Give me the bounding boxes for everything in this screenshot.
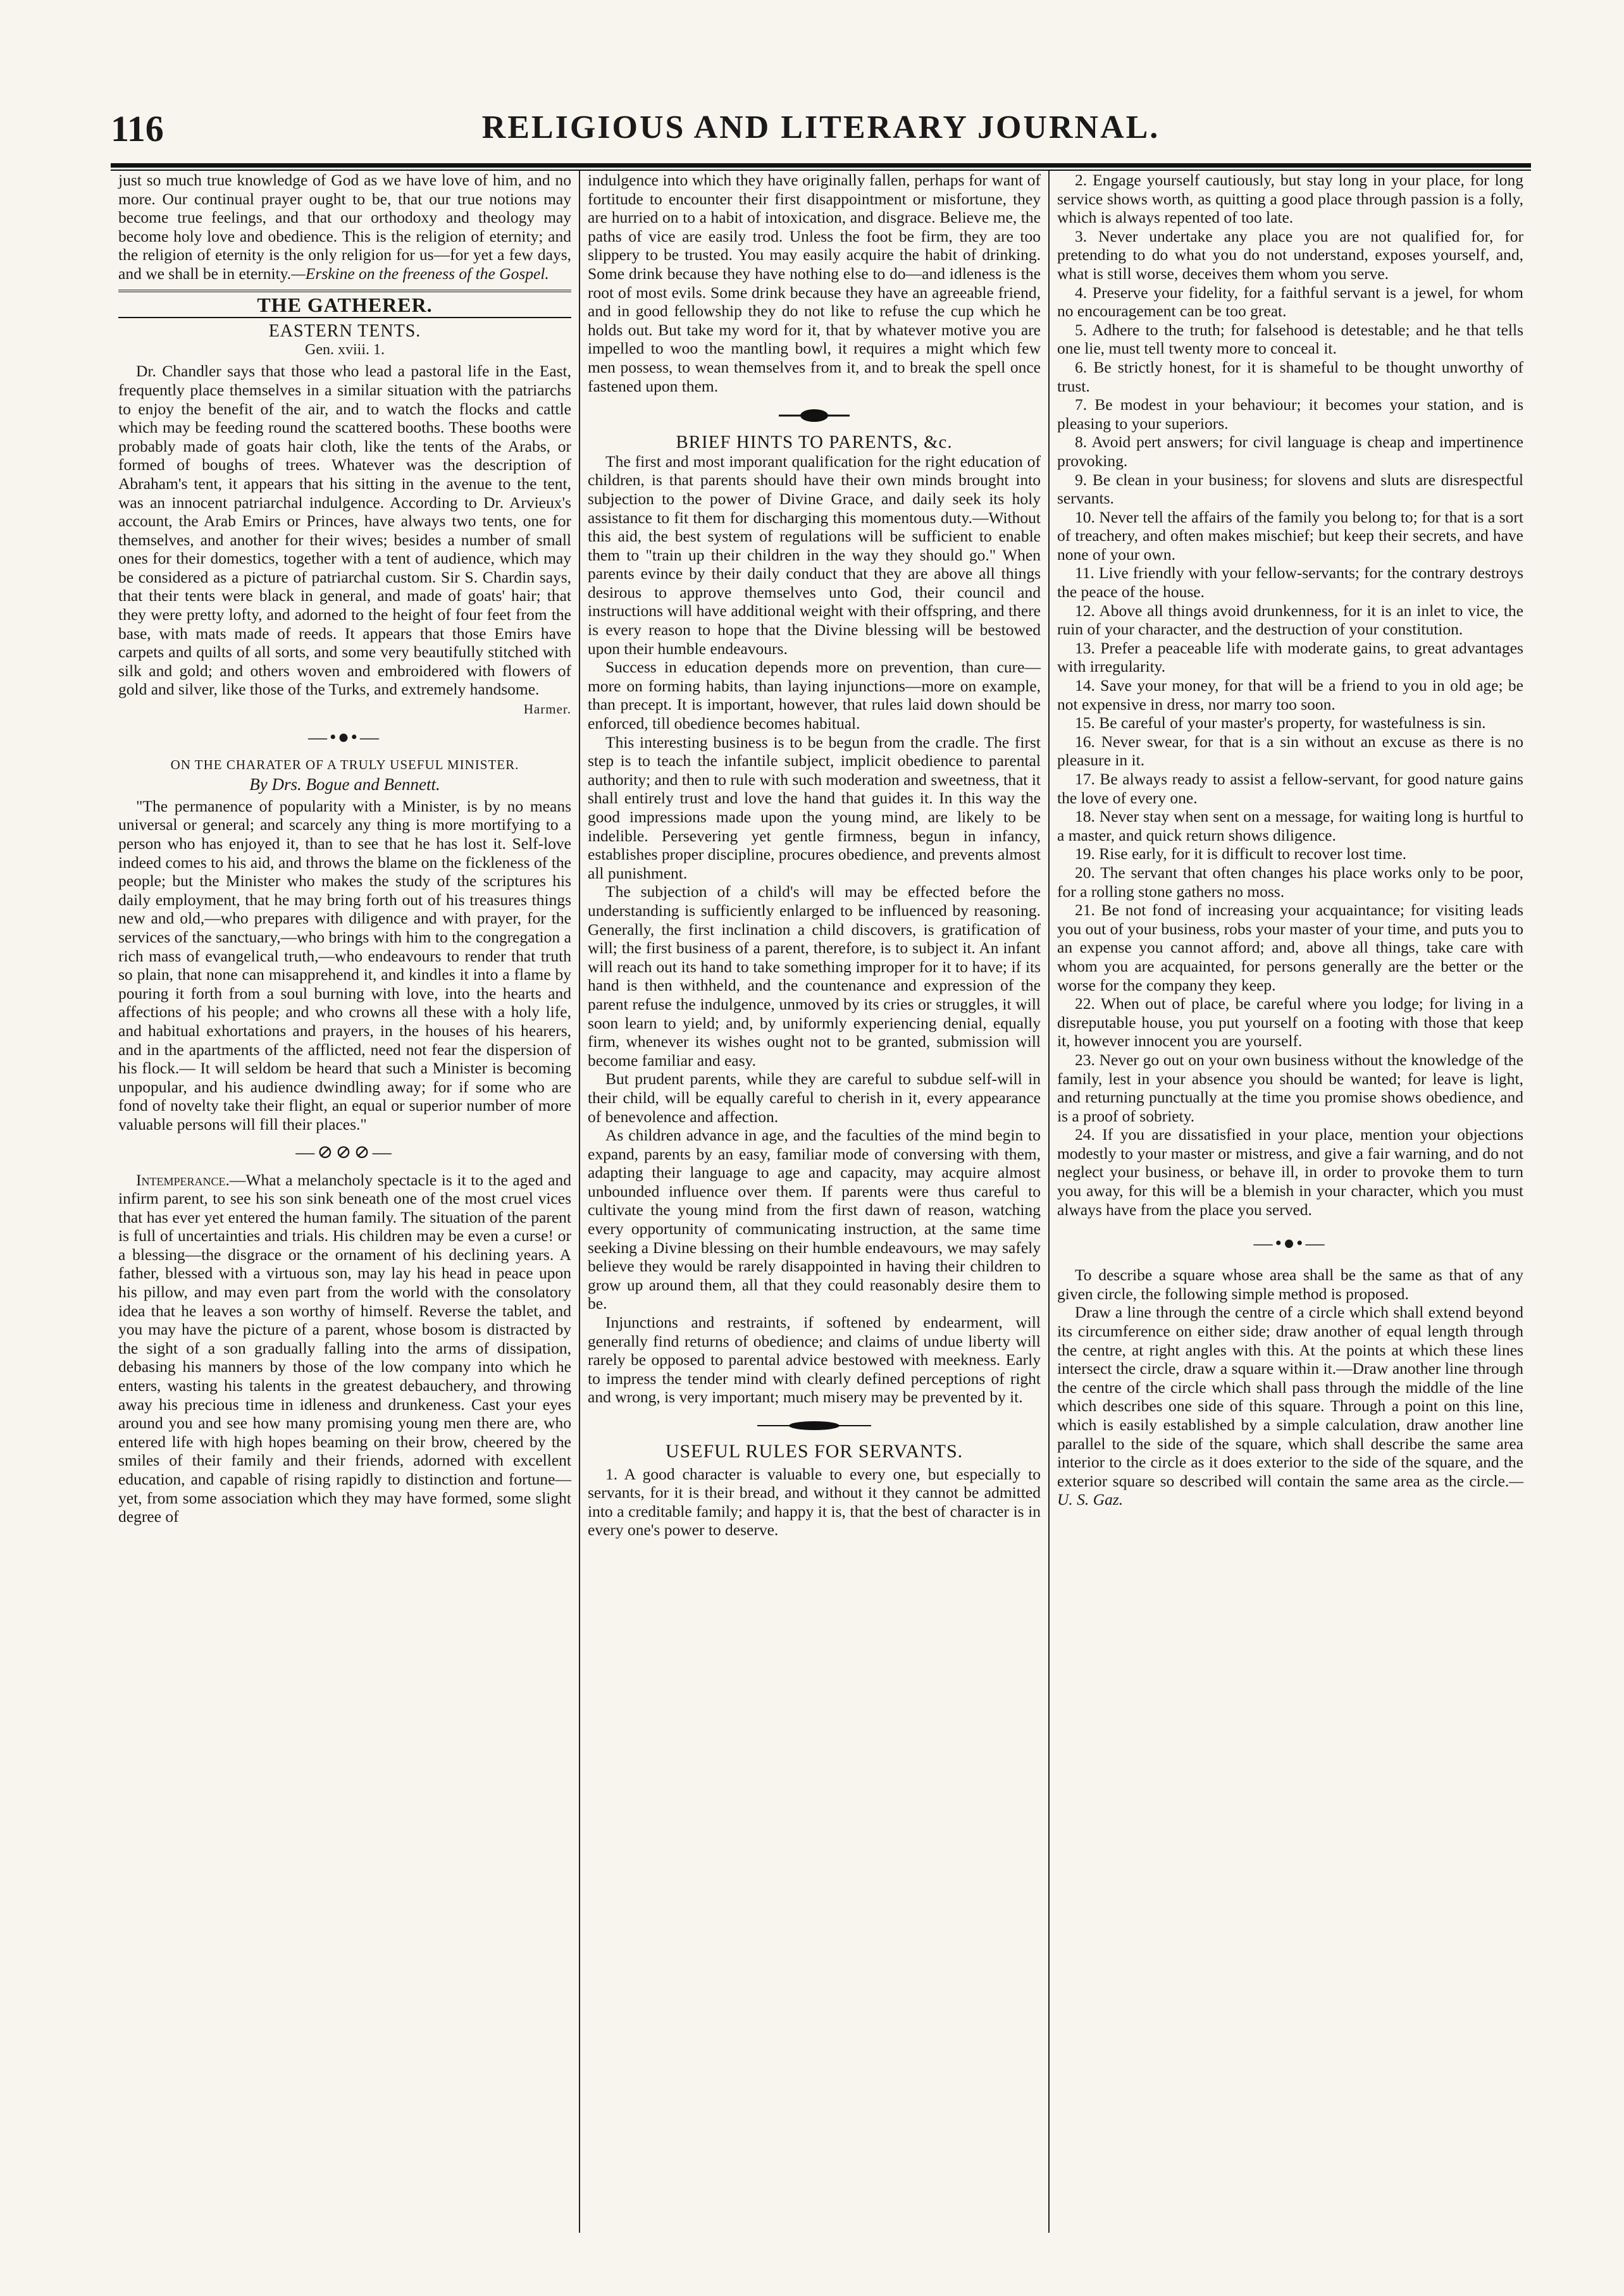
page-header xyxy=(111,108,1531,159)
ornament-divider: —•⦁•— xyxy=(307,726,381,748)
intemperance-lead: Intemperance. xyxy=(136,1170,230,1189)
intemperance-continued: indulgence into which they have originally fallen, perhaps for want of fortitude to encounter their first disappointment or misfortune, they are hurried on to a habit of intoxication, and disgrace. Believe me, the paths of vice are easily trod. Unless the foot be firm, they are too slippery to be trusted. You may easily acquire the habit of drinking. Some drink because they have nothing else to do—and idleness is the root of most evils. Some drink because they have an agreeable friend, and in good fellowship they do not like to refuse the cup which he holds out. But take my word for it, that by whatever motive you are impelled to woo the mantling bowl, it requires a might which few men possess, to wean themselves from it, and to break the spell once fastened upon them. xyxy=(588,171,1041,395)
columns xyxy=(111,171,1531,2233)
servants-rule-item: 14. Save your money, for that will be a friend to you in old age; be not expensive in dress, nor marry too soon. xyxy=(1057,676,1523,713)
article-title-hints-to-parents: BRIEF HINTS TO PARENTS, &c. xyxy=(676,432,953,453)
erskine-citation: —Erskine on the freeness of the Gospel. xyxy=(291,264,549,283)
servants-rule-item: 20. The servant that often changes his place works only to be poor, for a rolling stone gathers no moss. xyxy=(1057,863,1523,901)
servants-rule-item: 9. Be clean in your business; for slovens and sluts are disrespectful servants. xyxy=(1057,470,1523,508)
journal-title: RELIGIOUS AND LITERARY JOURNAL. xyxy=(481,109,1160,145)
article-title-eastern-tents: EASTERN TENTS. xyxy=(268,321,421,342)
square-paragraph-2: Draw a line through the centre of a circle which shall extend beyond its circumference on either side; draw another of equal length through the centre, at right angles with this. At the points at which these lines intersect the circle, draw a square within it.—Draw another line through the centre of the circle which shall pass through the middle of the line which describes one side of this square. Through a point on this line, which is easily established by a simple calculation, draw another line parallel to the side of the square, which shall describe the same area interior to the circle as it does exterior to the side of the square, and the exterior square so described will contain the same area as the circle.—U. S. Gaz. xyxy=(1057,1303,1523,1509)
page-number: 116 xyxy=(111,108,164,149)
scripture-reference: Gen. xviii. 1. xyxy=(305,341,385,358)
column-2 xyxy=(580,171,1048,2233)
servants-rule-item: 10. Never tell the affairs of the family you belong to; for that is a sort of treachery, and often makes mischief; but keep their secrets, and have none of your own. xyxy=(1057,507,1523,564)
article-title-minister: ON THE CHARATER OF A TRULY USEFUL MINISTER. xyxy=(170,756,519,772)
servants-rule-item: 21. Be not fond of increasing your acquaintance; for visiting leads you out of your business, robs your master of your time, and puts you to an expense you cannot afford; and, above all things, take care with whom you are acquainted, for persons generally are the better or the worse for the company they keep. xyxy=(1057,901,1523,994)
servants-rule-item: 17. Be always ready to assist a fellow-servant, for good nature gains the love of every one. xyxy=(1057,770,1523,807)
column-1 xyxy=(111,171,579,2233)
servants-rule-item: 2. Engage yourself cautiously, but stay long in your place, for long service shows worth, as quitting a good place through passion is a folly, which is always repented of too late. xyxy=(1057,171,1523,227)
servants-rule-item: 13. Prefer a peaceable life with moderate gains, to great advantages with irregularity. xyxy=(1057,638,1523,676)
square-citation: —U. S. Gaz. xyxy=(1057,1471,1523,1509)
header-rule xyxy=(111,163,1531,168)
hints-paragraph-3: This interesting business is to be begun from the cradle. The first step is to teach the infantile subject, implicit obedience to parental authority; and then to rule with such moderation and sweetness, that it shall entirely trust and love the hand that guides it. In this way the good impressions made upon the young mind, are likely to be indelible. Persevering yet gentle firmness, begun in infancy, establishes proper discipline, procures obedience, and prevents almost all punishment. xyxy=(588,732,1041,882)
column-3 xyxy=(1050,171,1531,2233)
section-heading-gatherer: THE GATHERER. xyxy=(257,293,433,316)
servants-rule-item: 5. Adhere to the truth; for falsehood is detestable; and he that tells one lie, must tell twenty more to conceal it. xyxy=(1057,320,1523,358)
article-byline: By Drs. Bogue and Bennett. xyxy=(249,775,440,794)
servants-rule-item: 24. If you are dissatisfied in your place, mention your objections modestly to your master or mistress, and give a fair warning, and do not neglect your business, or behave ill, in order to provoke them to turn you away, for this will be a blemish in your character, which you must always have from the place you served. xyxy=(1057,1125,1523,1219)
servants-rule-1: 1. A good character is valuable to every one, but especially to servants, for it is their bread, and without it they cannot be admitted into a creditable family; and happy it is, that the best of character is in every one's power to deserve. xyxy=(588,1464,1041,1540)
servants-rule-item: 8. Avoid pert answers; for civil language is cheap and impertinence provoking. xyxy=(1057,433,1523,470)
intemperance-body: Intemperance.—What a melancholy spectacle is it to the aged and infirm parent, to see his son sink beneath one of the most cruel vices that has ever yet entered the human family. The situation of the parent is full of uncertainties and trials. His children may be even a curse! or a blessing—the disgrace or the ornament of his declining years. A father, blessed with a virtuous son, may lay his head in peace upon his pillow, and may even part from the world with the consolatory idea that he leaves a son worthy of himself. Reverse the tablet, and you may have the picture of a parent, whose bosom is distracted by the sight of a son gradually falling into the arms of dissipation, debasing his manners by those of the low company into which he enters, wasting his talents in the greatest debauchery, and throwing away his precious time in idleness and drunkeness. Cast your eyes around you and see how many promising young men there are, who entered life with high hopes beaming on their brow, cheered by the smiles of their family and their friends, adorned with excellent education, and capable of rising rapidly to distinction and fortune—yet, from some association which they may have formed, some slight degree of xyxy=(118,1170,571,1526)
section-rule-bottom xyxy=(118,317,571,318)
servants-rule-item: 18. Never stay when sent on a message, for waiting long is hurtful to a master, and quick return shows diligence. xyxy=(1057,807,1523,844)
servants-rule-item: 11. Live friendly with your fellow-servants; for the contrary destroys the peace of the house. xyxy=(1057,564,1523,602)
article-title-rules-for-servants: USEFUL RULES FOR SERVANTS. xyxy=(665,1441,964,1462)
ornament-divider-3: —•⦁•— xyxy=(1253,1233,1327,1254)
square-paragraph-1: To describe a square whose area shall be the same as that of any given circle, the following simple method is proposed. xyxy=(1057,1266,1523,1303)
servants-rule-item: 12. Above all things avoid drunkenness, for it is an inlet to vice, the ruin of your character, and the destruction of your constitution. xyxy=(1057,601,1523,639)
servants-rule-item: 16. Never swear, for that is a sin without an excuse as there is no pleasure in it. xyxy=(1057,732,1523,770)
minister-body: "The permanence of popularity with a Minister, is by no means universal or general; and scarcely any thing is more mortifying to a person who has enjoyed it, than to see that he has lost it. Self-love indeed comes to his aid, and throws the blame on the fickleness of the people; but the Minister who makes the study of the scriptures his daily employment, that he may bring forth out of his treasures things new and old,—who prepares with diligence and with prayer, for the services of the sanctuary,—who brings with him to the congregation a rich mass of evangelical truth,—who endeavours to render that truth so plain, that none can misapprehend it, and kindles it into a flame by pouring it forth from a soul burning with love, into the hearts and affections of his people; and who crowns all these with a holy life, and habitual exhortations and prayers, in the houses of his hearers, and in the apartments of the afflicted, need not fear the dispersion of his flock.— It will seldom be heard that such a Minister is becoming unpopular, and his audience dwindling away; for if some who are fond of novelty take their flight, an equal or superior number of more valuable persons will fill their places." xyxy=(118,796,571,1133)
servants-rule-item: 15. Be careful of your master's property, for wastefulness is sin. xyxy=(1075,713,1486,732)
servants-rule-item: 7. Be modest in your behaviour; it becomes your station, and is pleasing to your superiors. xyxy=(1057,395,1523,433)
eastern-tents-body: Dr. Chandler says that those who lead a pastoral life in the East, frequently place themselves in a similar situation with the patriarchs to enjoy the benefit of the air, and to watch the flocks and cattle which may be feeding round the scattered booths. These booths were probably made of goats hair cloth, like the tents of the Arabs, or formed of boughs of trees. Whatever was the description of Abraham's tent, it appears that his sitting in the avenue to the tent, was an innocent patriarchal indulgence. According to Dr. Arvieux's account, the Arab Emirs or Princes, have always two tents, one for themselves, and another for their wives; besides a number of small ones for their domestics, together with a tent of audience, which may be considered as a picture of patriarchal custom. Sir S. Chardin says, that their tents were black in general, and made of goats' hair; that they were pretty lofty, and adorned to the height of four feet from the base, with mats made of reeds. It appears that those Emirs have carpets and quilts of all sorts, and some very beautifully stitched with silk and gold; and others woven and embroidered with flowers of gold and silver, like those of the Turks, and extremely handsome. xyxy=(118,362,571,699)
hints-paragraph-4: The subjection of a child's will may be effected before the understanding is sufficiently enlarged to be influenced by reasoning. Generally, the first inclination a child discovers, is gratification of will; the first business of a parent, therefore, is to subject it. An infant will reach out its hand to take something improper for it to have; if its hand is then withheld, and the countenance and expression of the parent refuse the indulgence, unmoved by its cries or struggles, it will soon learn to yield; and, by uniformly experiencing denial, equally firm, whenever its wishes ought not to be granted, submission will become familiar and easy. xyxy=(588,882,1041,1070)
ornament-divider-2: —⊘⊘⊘— xyxy=(295,1141,394,1163)
hints-paragraph-6: As children advance in age, and the faculties of the mind begin to expand, parents by an easy, familiar mode of conversing with them, adapting their language to age and capacity, may acquire almost unbounded influence over them. If parents were thus careful to cultivate the young mind from the first dawn of reason, watching every opportunity of communicating instruction, at the same time seeking a Divine blessing on their humble endeavours, we may safely believe they would be rarely disappointed in having their children to grow up around them, all that they could reasonably desire them to be. xyxy=(588,1126,1041,1313)
servants-rule-item: 22. When out of place, be careful where you lodge; for living in a disreputable house, you put yourself on a footing with those that keep it, however innocent you are yourself. xyxy=(1057,994,1523,1051)
erskine-paragraph: just so much true knowledge of God as we have love of him, and no more. Our continual prayer ought to be, that our true notions may become true feelings, and that our orthodoxy and theology may become holy love and obedience. This is the religion of eternity; and the religion of eternity is the only religion for us—for yet a few days, and we shall be in eternity.—Erskine on the freeness of the Gospel. xyxy=(118,171,571,283)
newspaper-page xyxy=(111,108,1531,2233)
servants-rule-item: 6. Be strictly honest, for it is shameful to be thought unworthy of trust. xyxy=(1057,357,1523,395)
ornament-divider-svg xyxy=(776,407,852,424)
servants-rules-list xyxy=(1057,171,1523,1219)
hints-paragraph-1: The first and most imporant qualification for the right education of children, is that parents should have their own minds brought into subjection to the power of Divine Grace, and daily seek its holy assistance to fit them for discharging this momentous duty.—Without this aid, the best system of regulations will be sufficient to enable them to "train up their children in the way they should go." When parents evince by their daily conduct that they are above all things desirous to approve themselves unto God, their council and instructions will have additional weight with their offspring, and there is every reason to hope that the Divine blessing will be bestowed upon their humble endeavours. xyxy=(588,452,1041,658)
servants-rule-item: 3. Never undertake any place you are not qualified for, for pretending to do what you do not understand, exposes yourself, and, what is still worse, deceives them whom you serve. xyxy=(1057,226,1523,283)
hints-paragraph-2: Success in education depends more on prevention, than cure—more on forming habits, than laying injunctions—more on example, than precept. It is important, however, that rules laid down should be enforced, till obedience becomes habitual. xyxy=(588,658,1041,733)
author-signature-harmer: Harmer. xyxy=(523,701,571,717)
hints-paragraph-7: Injunctions and restraints, if softened by endearment, will generally find returns of obedience; and claims of undue liberty will rarely be opposed to parental advice bestowed with meekness. Early to impress the tender mind with clearly defined perceptions of right and wrong, is very important; much misery may be prevented by it. xyxy=(588,1313,1041,1407)
hints-paragraph-5: But prudent parents, while they are careful to subdue self-will in their child, will be equally careful to cherish in it, every appearance of benevolence and affection. xyxy=(588,1070,1041,1126)
servants-rule-item: 19. Rise early, for it is difficult to recover lost time. xyxy=(1075,844,1407,863)
section-rule xyxy=(118,290,571,292)
servants-rule-item: 4. Preserve your fidelity, for a faithful servant is a jewel, for whom no encouragement can be too great. xyxy=(1057,283,1523,321)
ornament-divider-svg-2 xyxy=(751,1418,877,1433)
servants-rule-item: 23. Never go out on your own business without the knowledge of the family, lest in your absence you should be wanted; for leave is light, and returning punctually at the time you promise shows obedience, and is a proof of sobriety. xyxy=(1057,1050,1523,1125)
